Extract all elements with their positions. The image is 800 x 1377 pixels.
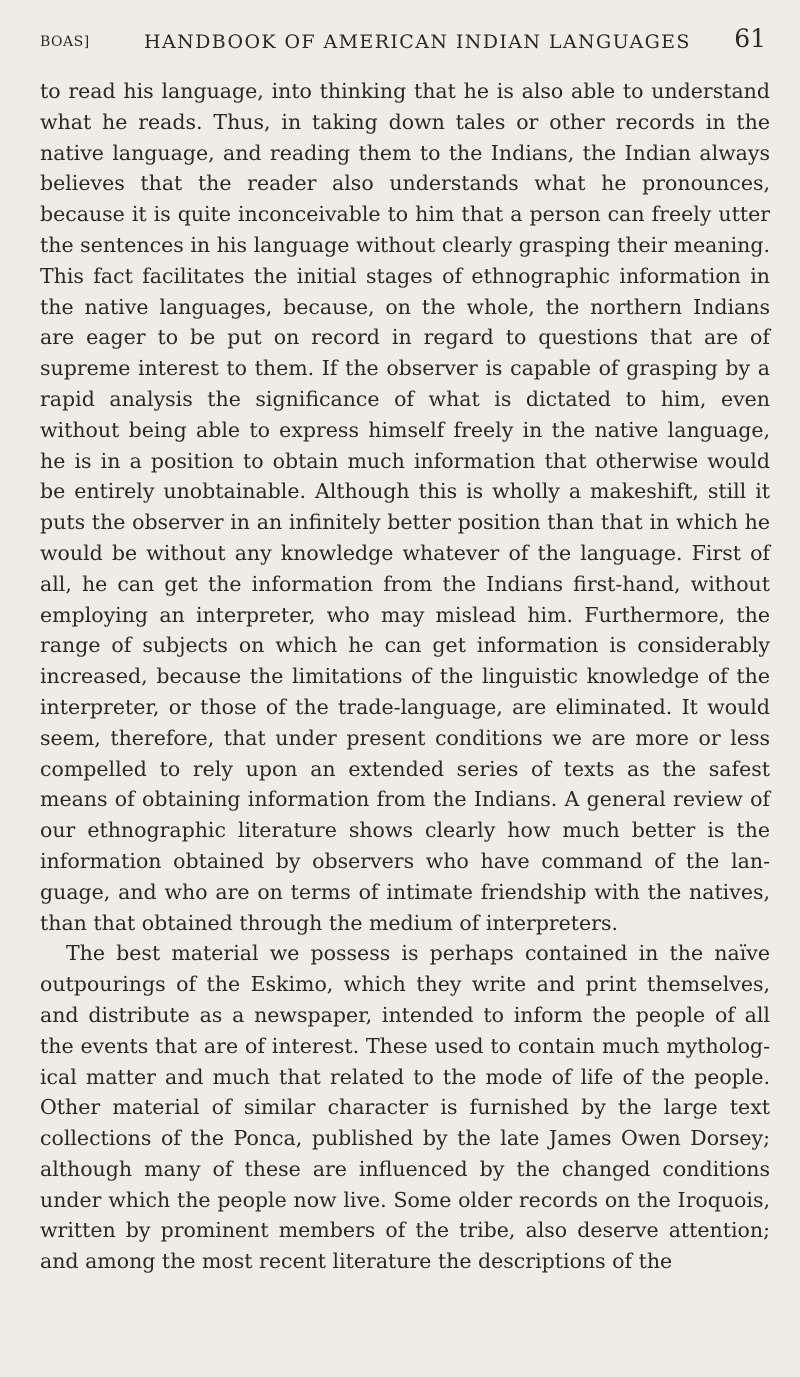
running-head-author: BOAS]	[40, 34, 90, 50]
paragraph-best-material: The best material we possess is perhaps contained in the naïve outpourings of the Eskimo, which they write and print themselves, and distribute as a newspaper, intended to inform the people of all the events that are of interest. These used to contain much mythological matter and much that related to the mode of life of the people. Other material of similar character is furnished by the large text collections of the Ponca, published by the late James Owen Dorsey; although many of these are influenced by the changed conditions under which the people now live. Some older records on the Iroquois, written by prominent members of the tribe, also deserve attention; and among the most recent literature the descriptions of the	[40, 941, 770, 1274]
paragraph-continued: to read his language, into thinking that he is also able to understand what he reads. Thus, in taking down tales or other records in the native language, and reading them to the Indians, the Indian always believes that the reader also understands what he pronounces, because it is quite inconceivable to him that a person can freely utter the sentences in his language without clearly grasping their meaning. This fact facilitates the initial stages of ethnographic information in the native languages, because, on the whole, the northern Indians are eager to be put on record in regard to questions that are of supreme interest to them. If the observer is capable of grasping by a rapid analysis the significance of what is dictated to him, even without being able to express himself freely in the native language, he is in a position to obtain much information that otherwise would be entirely unobtainable. Although this is wholly a makeshift, still it puts the observer in an infinitely better position than that in which he would be without any knowledge whatever of the language. First of all, he can get the information from the Indians first-hand, without employing an interpreter, who may mislead him. Furthermore, the range of subjects on which he can get information is considerably increased, because the limitations of the linguistic knowledge of the interpreter, or those of the trade-language, are eliminated. It would seem, therefore, that under present conditions we are more or less compelled to rely upon an extended series of texts as the safest means of obtaining information from the Indians. A general review of our ethnographic literature shows clearly how much better is the information obtained by observers who have command of the language, and who are on terms of intimate friendship with the natives, than that obtained through the medium of interpreters.	[40, 79, 770, 935]
running-head	[40, 0, 770, 60]
body-text	[40, 76, 770, 1277]
running-head-title: HANDBOOK OF AMERICAN INDIAN LANGUAGES	[144, 31, 691, 53]
page-number: 61	[734, 24, 766, 53]
